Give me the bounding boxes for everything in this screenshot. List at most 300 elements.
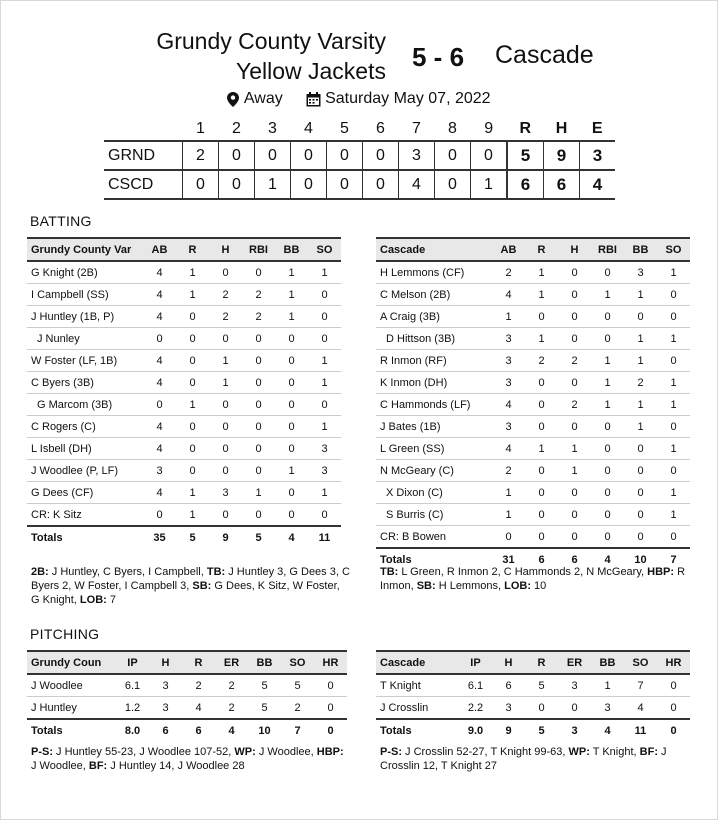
stat-value: 0 [591,416,624,438]
stat-value: 1 [275,261,308,284]
note-text: J Woodlee, [31,760,89,772]
stat-value: 4 [143,482,176,504]
stat-value: 0 [176,438,209,460]
player-name: A Craig (3B) [376,306,492,328]
player-name: X Dixon (C) [376,482,492,504]
stat-value: 0 [209,460,242,482]
stat-value: 1 [558,438,591,460]
pitching-section-title: PITCHING [30,626,100,642]
line-score-col-header: 4 [304,120,313,137]
stat-value: 3 [308,438,341,460]
stat-value: 0 [624,438,657,460]
player-row [27,416,341,438]
stat-value: 0 [525,504,558,526]
stat-value: 1 [308,261,341,284]
player-name: C Rogers (C) [27,416,143,438]
note-text: L Green, R Inmon 2, C Hammonds 2, N McGeary, [398,566,648,578]
stat-value: 0 [242,394,275,416]
inning-score: 0 [363,141,399,170]
pitching-notes-grundy [31,745,351,773]
stat-value: 0 [209,261,242,284]
player-name: J Woodlee (P, LF) [27,460,143,482]
stat-value: 0 [525,416,558,438]
stat-value: 4 [143,306,176,328]
stat-column-header: AB [492,238,525,261]
stat-value: 0 [143,328,176,350]
stat-value: 1 [657,482,690,504]
line-score-total-r: 5 [507,141,544,170]
player-name: L Isbell (DH) [27,438,143,460]
totals-row [27,526,341,548]
player-row [376,438,690,460]
totals-value: 10 [248,719,281,741]
stat-value: 0 [558,372,591,394]
stat-value: 4 [492,438,525,460]
stat-column-header: BB [248,651,281,674]
stat-value: 2 [492,460,525,482]
note-text: J Huntley 3, G Dees 3, C Byers 2, W Foster, I Campbell 3, [31,566,350,592]
note-label: P-S: [31,746,53,758]
player-name: J Woodlee [27,674,116,697]
note-label: WP: [568,746,590,758]
stat-value: 0 [525,460,558,482]
inning-score: 0 [219,170,255,199]
stat-value: 0 [558,697,591,720]
stat-value: 1 [624,350,657,372]
stat-value: 0 [558,328,591,350]
stat-value: 0 [143,504,176,527]
player-row [376,306,690,328]
totals-value: 8.0 [116,719,149,741]
stat-value: 4 [143,372,176,394]
stat-value: 3 [492,697,525,720]
stat-value: 3 [492,416,525,438]
stat-value: 1 [308,372,341,394]
stat-value: 6.1 [459,674,492,697]
stat-value: 0 [176,350,209,372]
stat-value: 0 [624,482,657,504]
stat-column-header: H [492,651,525,674]
stat-value: 1 [308,350,341,372]
stat-value: 0 [657,674,690,697]
stat-header-row [27,651,347,674]
stat-column-header: ER [558,651,591,674]
stat-value: 1 [525,328,558,350]
stat-column-header: H [209,238,242,261]
stat-value: 1 [591,394,624,416]
stat-value: 0 [242,350,275,372]
stat-value: 0 [591,526,624,549]
player-row [376,697,690,720]
stat-column-header: HR [657,651,690,674]
stat-header-row [27,238,341,261]
stat-value: 7 [624,674,657,697]
note-text: J Woodlee, [255,746,317,758]
stat-value: 3 [308,460,341,482]
player-row [27,328,341,350]
line-score-col-header: E [591,120,603,137]
line-score-row [104,170,615,199]
note-label: TB: [380,566,399,578]
stat-value: 3 [492,350,525,372]
stat-value: 0 [624,460,657,482]
inning-score: 2 [183,141,219,170]
stat-value: 1 [275,284,308,306]
stat-value: 0 [308,394,341,416]
stat-value: 0 [558,482,591,504]
stat-value: 2 [558,394,591,416]
stat-value: 1 [657,372,690,394]
note-text: J Crosslin 52-27, T Knight 99-63, [402,746,569,758]
stat-column-header: IP [116,651,149,674]
player-name: CR: K Sitz [27,504,143,527]
stat-column-header: R [176,238,209,261]
player-name: S Burris (C) [376,504,492,526]
player-name: R Inmon (RF) [376,350,492,372]
player-name: K Inmon (DH) [376,372,492,394]
stat-value: 0 [657,460,690,482]
player-name: W Foster (LF, 1B) [27,350,143,372]
totals-value: 0 [314,719,347,741]
totals-value: 6 [525,548,558,570]
totals-row [27,719,347,741]
line-score-total-e: 4 [580,170,616,199]
player-name: N McGeary (C) [376,460,492,482]
stat-value: 4 [143,284,176,306]
batting-section-title: BATTING [30,213,92,229]
stat-column-header: SO [308,238,341,261]
line-score-col-header: 6 [376,120,385,137]
totals-value: 3 [558,719,591,741]
stat-value: 2 [281,697,314,720]
stat-value: 1 [308,482,341,504]
stat-column-header: RBI [591,238,624,261]
stat-value: 0 [308,504,341,527]
stat-value: 0 [525,526,558,549]
game-date: Saturday May 07, 2022 [325,90,491,107]
stat-value: 1 [275,306,308,328]
stat-value: 1 [176,482,209,504]
player-name: C Byers (3B) [27,372,143,394]
totals-value: 11 [624,719,657,741]
stat-value: 3 [149,697,182,720]
line-score-team: CSCD [108,175,154,193]
player-row [376,504,690,526]
stat-value: 1 [624,394,657,416]
inning-score: 0 [183,170,219,199]
note-text: H Lemmons, [435,580,505,592]
pitching-table-grundy [27,650,347,741]
line-score-total-e: 3 [580,141,616,170]
player-row [376,526,690,549]
player-row [376,261,690,284]
inning-score: 0 [327,141,363,170]
note-text: 7 [106,594,116,606]
line-score-col-header: 9 [484,120,494,137]
stat-value: 1 [624,328,657,350]
totals-value: 9 [209,526,242,548]
note-label: BF: [639,746,658,758]
line-score-col-header: 2 [232,120,241,137]
inning-score: 0 [291,170,327,199]
totals-label: Totals [27,719,116,741]
stat-value: 4 [143,416,176,438]
line-score-col-header: 5 [340,120,349,137]
note-text: J Huntley 14, J Woodlee 28 [107,760,245,772]
totals-value: 6 [558,548,591,570]
stat-value: 5 [281,674,314,697]
stat-column-header: R [182,651,215,674]
stat-value: 1 [591,674,624,697]
player-row [27,394,341,416]
stat-value: 1 [591,372,624,394]
stat-value: 0 [176,416,209,438]
stat-value: 0 [657,416,690,438]
stat-value: 3 [149,674,182,697]
player-name: J Bates (1B) [376,416,492,438]
totals-value: 5 [242,526,275,548]
player-name: G Knight (2B) [27,261,143,284]
stat-value: 0 [558,306,591,328]
totals-value: 10 [624,548,657,570]
player-name: L Green (SS) [376,438,492,460]
note-label: HBP: [316,746,344,758]
stat-value: 5 [248,697,281,720]
player-row [27,350,341,372]
stat-value: 4 [143,350,176,372]
player-row [27,504,341,527]
game-header [0,20,718,90]
player-name: T Knight [376,674,459,697]
player-row [376,372,690,394]
stat-header-row [376,651,690,674]
line-score-corner [104,118,183,141]
stat-value: 0 [242,416,275,438]
stat-value: 1 [657,328,690,350]
totals-value: 7 [657,548,690,570]
stat-value: 1.2 [116,697,149,720]
stat-value: 0 [657,306,690,328]
player-row [376,482,690,504]
stat-value: 0 [275,350,308,372]
stat-column-header: R [525,238,558,261]
totals-value: 5 [525,719,558,741]
totals-label: Totals [376,719,459,741]
player-row [376,328,690,350]
away-team-name: Cascade [495,41,594,69]
stat-value: 0 [308,328,341,350]
stat-value: 1 [657,261,690,284]
line-score-total-h: 9 [544,141,580,170]
stat-value: 0 [525,394,558,416]
player-name: CR: B Bowen [376,526,492,549]
player-name: J Huntley [27,697,116,720]
stat-value: 0 [275,438,308,460]
totals-value: 4 [591,548,624,570]
stat-value: 0 [275,328,308,350]
stat-value: 0 [525,306,558,328]
stat-value: 1 [176,261,209,284]
stat-value: 1 [209,350,242,372]
stat-value: 0 [591,328,624,350]
stat-column-header: H [558,238,591,261]
stat-value: 1 [176,394,209,416]
player-row [27,697,347,720]
stat-value: 0 [176,372,209,394]
stat-value: 4 [492,284,525,306]
stat-value: 0 [242,328,275,350]
note-text: J Crosslin 12, T Knight 27 [380,746,667,772]
line-score-total-r: 6 [507,170,544,199]
stat-value: 0 [275,372,308,394]
stat-value: 2 [558,350,591,372]
stat-value: 0 [624,306,657,328]
stat-column-header: RBI [242,238,275,261]
line-score-col-header: 7 [412,120,421,137]
stat-value: 0 [591,306,624,328]
stat-value: 0 [242,438,275,460]
totals-value: 7 [281,719,314,741]
note-text: G Dees, K Sitz, W Foster, G Knight, [31,580,340,606]
stat-value: 0 [242,460,275,482]
home-team-name: Grundy County Varsity Yellow Jackets [156,28,386,84]
totals-value: 4 [275,526,308,548]
inning-score: 0 [363,170,399,199]
stat-value: 0 [209,438,242,460]
batting-notes-grundy [31,565,351,607]
stat-value: 0 [558,526,591,549]
line-score-col-header: R [519,120,532,137]
player-row [27,261,341,284]
stat-header-row [376,238,690,261]
stat-value: 0 [591,438,624,460]
inning-score: 0 [435,170,471,199]
stat-value: 1 [525,261,558,284]
inning-score: 0 [255,141,291,170]
stat-column-header: AB [143,238,176,261]
note-label: HBP: [647,566,675,578]
stat-value: 5 [525,674,558,697]
note-text: J Huntley, C Byers, I Campbell, [48,566,207,578]
stat-value: 0 [558,261,591,284]
stat-value: 1 [558,460,591,482]
stat-value: 6 [492,674,525,697]
batting-notes-cascade [380,565,700,593]
stat-value: 0 [657,284,690,306]
player-name: J Crosslin [376,697,459,720]
stat-value: 1 [492,306,525,328]
line-score-team: GRND [108,146,156,164]
stat-value: 0 [242,261,275,284]
stat-value: 6.1 [116,674,149,697]
stat-value: 0 [558,504,591,526]
stat-value: 2 [624,372,657,394]
inning-score: 0 [435,141,471,170]
stat-value: 2 [242,284,275,306]
line-score-col-header: H [555,120,568,137]
stat-value: 1 [624,416,657,438]
stat-value: 1 [275,460,308,482]
stat-value: 2 [209,306,242,328]
player-name: G Dees (CF) [27,482,143,504]
stat-value: 0 [624,504,657,526]
totals-value: 9.0 [459,719,492,741]
stat-value: 3 [492,372,525,394]
totals-value: 6 [149,719,182,741]
totals-value: 4 [591,719,624,741]
stat-value: 0 [591,460,624,482]
stat-value: 4 [182,697,215,720]
stat-value: 0 [209,394,242,416]
totals-label: Totals [27,526,143,548]
stat-value: 0 [657,697,690,720]
line-score-col-header: 3 [268,120,277,137]
stat-value: 3 [591,697,624,720]
final-score: 5 - 6 [412,42,465,72]
player-row [376,674,690,697]
totals-row [376,719,690,741]
stat-value: 0 [525,697,558,720]
stat-value: 1 [176,504,209,527]
stat-value: 1 [525,284,558,306]
stat-value: 0 [242,504,275,527]
totals-value: 5 [176,526,209,548]
stat-value: 3 [492,328,525,350]
line-score-table [104,118,615,200]
stat-value: 1 [308,416,341,438]
stat-value: 0 [308,284,341,306]
stat-value: 0 [525,482,558,504]
stat-value: 0 [275,416,308,438]
note-label: 2B: [31,566,49,578]
totals-value: 6 [182,719,215,741]
stat-value: 0 [242,372,275,394]
stat-value: 3 [624,261,657,284]
stat-value: 0 [591,482,624,504]
note-label: BF: [88,760,108,772]
stat-value: 4 [143,438,176,460]
pitching-table-cascade [376,650,690,741]
player-name: J Nunley [27,328,143,350]
player-row [27,482,341,504]
note-label: LOB: [79,594,107,606]
stat-value: 0 [275,482,308,504]
stat-value: 2 [242,306,275,328]
stat-value: 1 [624,284,657,306]
stat-value: 0 [657,526,690,549]
stat-value: 2 [215,697,248,720]
stat-value: 1 [209,372,242,394]
player-name: G Marcom (3B) [27,394,143,416]
note-label: TB: [206,566,226,578]
stat-value: 0 [275,394,308,416]
stat-value: 0 [209,504,242,527]
stat-value: 3 [209,482,242,504]
stat-value: 0 [591,261,624,284]
stat-value: 2 [525,350,558,372]
stat-value: 1 [492,482,525,504]
stat-value: 0 [591,504,624,526]
inning-score: 3 [399,141,435,170]
stat-value: 0 [558,416,591,438]
location-pin-icon [227,92,239,107]
stat-value: 0 [314,697,347,720]
location-label: Away [243,90,283,107]
totals-value: 11 [308,526,341,548]
team-column-header: Cascade [376,651,459,674]
note-text: T Knight, [589,746,640,758]
totals-value: 4 [215,719,248,741]
